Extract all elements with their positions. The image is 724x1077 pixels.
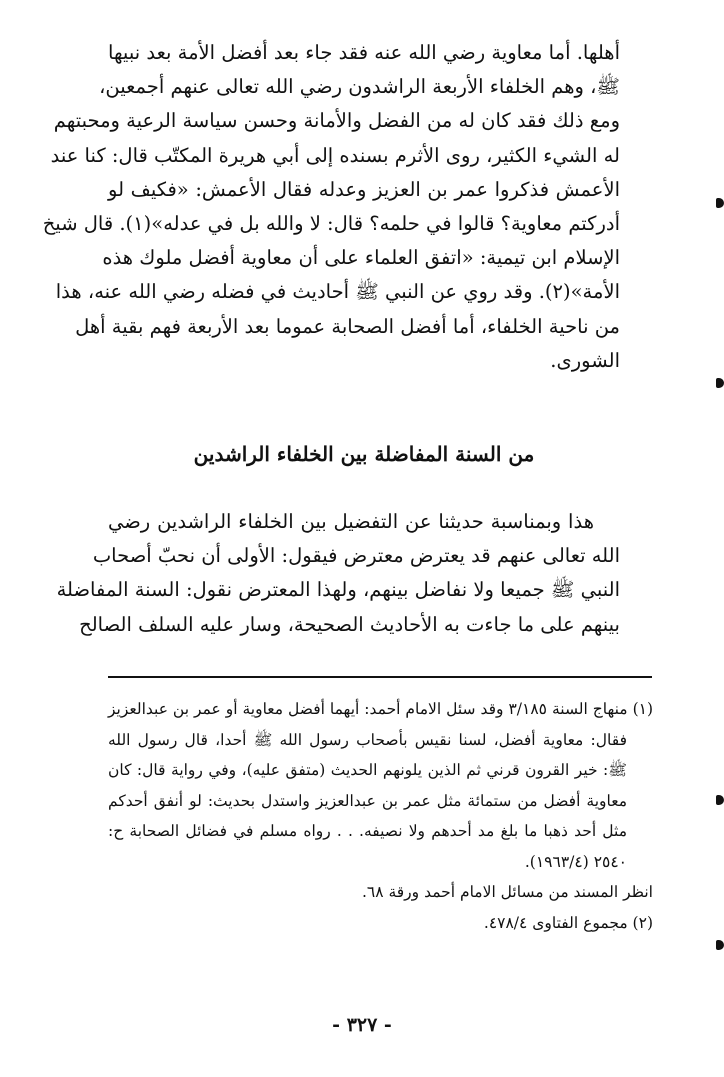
text-line: ومع ذلك فقد كان له من الفضل والأمانة وحسن سياسة الرعية ومحبتهم [53,109,620,133]
text-line: له الشيء الكثير، روى الأثرم بسنده إلى أبي هريرة المكتّب قال: كنا عند [50,143,620,167]
text-line: أهلها. أما معاوية رضي الله عنه فقد جاء بعد أفضل الأمة بعد نبيها [108,41,620,64]
text-line: الله تعالى عنهم قد يعترض معترض فيقول: الأولى أن نحبّ أصحاب [92,544,620,568]
text-line: النبي ﷺ جميعا ولا نفاضل بينهم، ولهذا المعترض نقول: السنة المفاضلة [56,578,620,602]
margin-mark [716,795,724,805]
footnote-line: ﷺ: خير القرون قرني ثم الذين يلونهم الحديث (متفق عليه)، وفي رواية قال: كان [108,761,627,779]
footnote-line: معاوية أفضل من ستمائة مثل عمر بن عبدالعزيز واستدل بحديث: لو أنفق أحدكم [108,791,627,810]
page-number: - ٣٢٧ - [332,1014,392,1036]
section-heading: من السنة المفاضلة بين الخلفاء الراشدين [193,442,535,466]
text-line: الأعمش فذكروا عمر بن العزيز وعدله فقال الأعمش: «فكيف لو [108,177,620,201]
footnote-line: ٢٥٤٠ (١٩٦٣/٤). [524,852,627,871]
footnote-line: (١) منهاج السنة ٣/١٨٥ وقد سئل الامام أحمد: أيهما أفضل معاوية أو عمر بن عبدالعزيز [108,700,654,718]
footnote-line: انظر المسند من مسائل الامام أحمد ورقة ٦٨. [361,883,653,901]
margin-mark [716,378,724,388]
text-line: الأمة»(٢). وقد روي عن النبي ﷺ أحاديث في فضله رضي الله عنه، هذا [55,280,620,304]
footnote-divider [108,676,652,678]
paragraph-second [56,505,620,642]
text-line: بينهم على ما جاءت به الأحاديث الصحيحة، وسار عليه السلف الصالح [79,612,620,636]
text-line: أدركتم معاوية؟ قالوا في حلمه؟ قال: لا والله بل في عدله»(١). قال شيخ [42,212,620,236]
text-line: الإسلام ابن تيمية: «اتفق العلماء على أن معاوية أفضل ملوك هذه [102,246,620,270]
text-line: ﷺ، وهم الخلفاء الأربعة الراشدون رضي الله تعالى عنهم أجمعين، [99,75,620,99]
text-line: هذا وبمناسبة حديثنا عن التفضيل بين الخلفاء الراشدين رضي [108,510,594,533]
footnote-line: فقال: معاوية أفضل، لسنا نقيس بأصحاب رسول الله ﷺ أحدا، قال رسول الله [108,730,627,749]
footnote-line: مثل أحد ذهبا ما بلغ مد أحدهم ولا نصيفه. . . رواه مسلم في فضائل الصحابة ح: [108,822,627,840]
text-line: الشورى. [550,348,620,372]
footnotes [108,694,653,938]
footnote-line: (٢) مجموع الفتاوى ٤٧٨/٤. [483,913,653,932]
margin-mark [716,198,724,208]
text-line: من ناحية الخلفاء، أما أفضل الصحابة عموما بعد الأربعة فهم بقية أهل [75,314,620,338]
margin-mark [716,940,724,950]
paragraph-main [42,36,620,378]
